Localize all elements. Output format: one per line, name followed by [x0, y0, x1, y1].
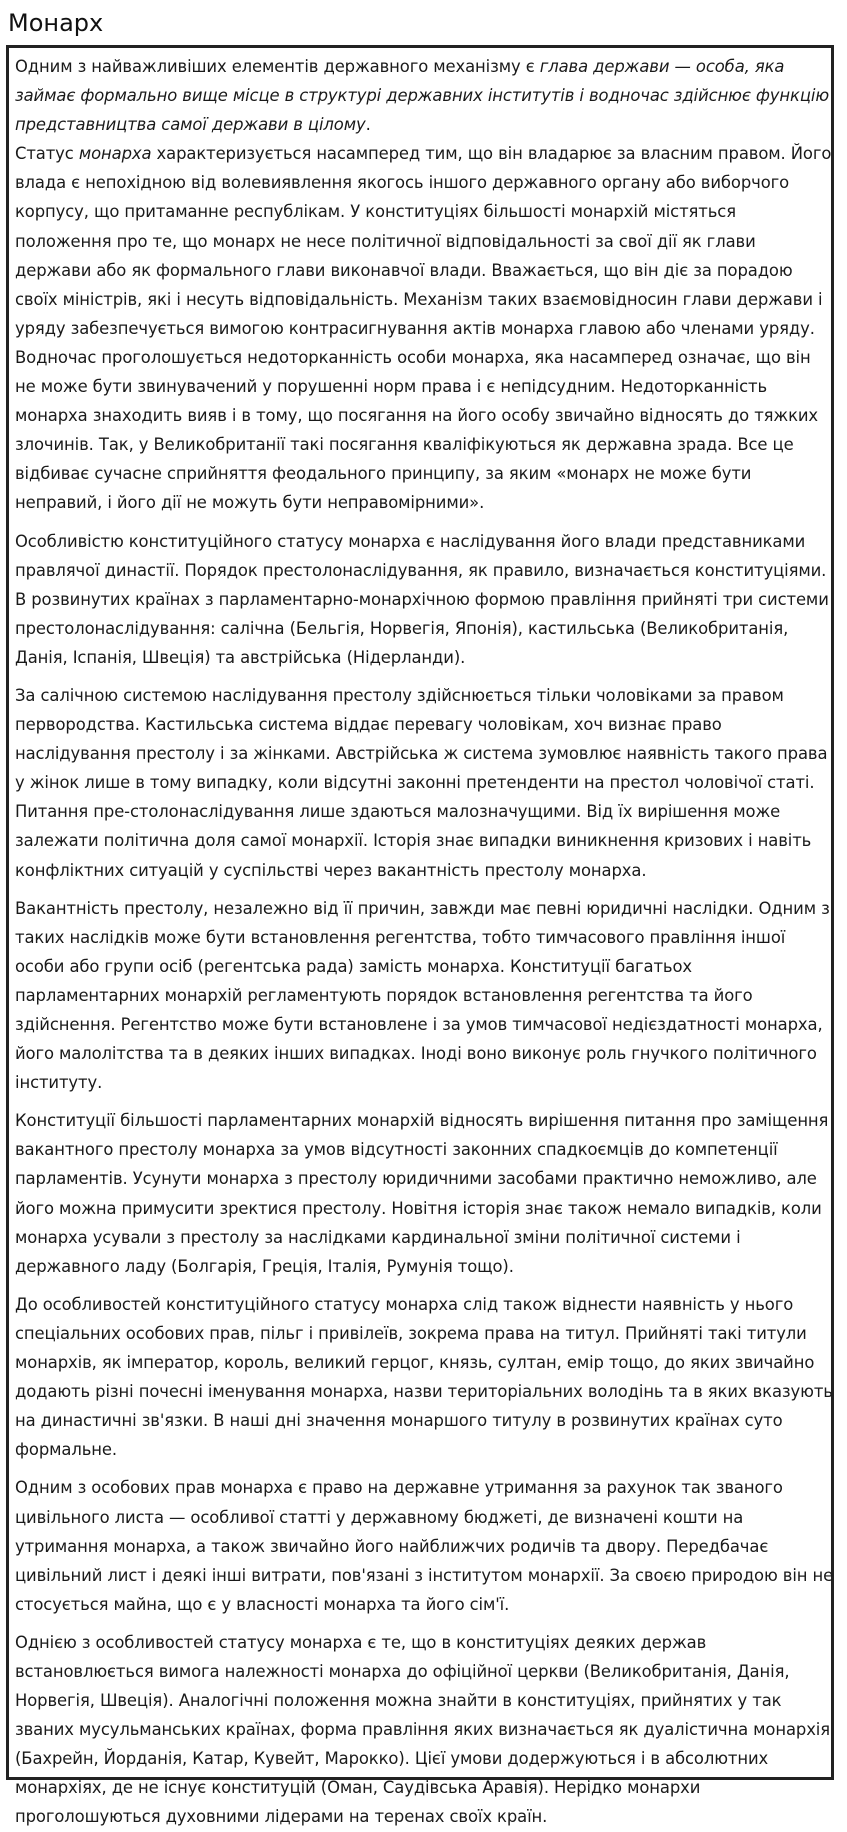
status-start: Статус — [15, 144, 79, 164]
status-text: характеризується насамперед тим, що він владарює за власним правом. Його влада є непохідною від волевиявлення якогось іншого державного органу або виборчого корпусу, що притаманне республікам. У конституціях більшості монархій містяться положення про те, що монарх не несе політичної відповідальності за свої дії як глави держави або як формального глави виконавчої влади. Вважається, що він діє за порадою своїх міністрів, які і несуть відповідальність. Механізм таких взаємовідносин глави держави і уряду забезпечується вимогою контрасигнування актів монарха главою або членами уряду. Водночас проголошується недоторканність особи монарха, яка насамперед означає, що він не може бути звинувачений у порушенні норм права і є непідсудним. Недоторканність монарха знаходить вияв і в тому, що посягання на його особу звичайно відносять до тяжких злочинів. Так, у Великобританії такі посягання кваліфікуються як державна зрада. Все це відбиває сучасне сприйняття феодального принципу, за яким «монарх не може бути неправий, і його дії не можуть бути неправомірними». — [15, 144, 832, 513]
article-box — [6, 45, 834, 1827]
intro-lead: Одним з найважливіших елементів державного механізму є — [15, 57, 540, 76]
page-title: Монарх — [8, 9, 104, 37]
intro-paragraph — [15, 52, 835, 518]
paragraph-civil-list: Одним з особових прав монарха є право на державне утримання за рахунок так званого цивільного листа — особливої статті у державному бюджеті, де визначені кошти на утримання монарха, а також звичайно його найближчих родичів та двору. Передбачає цивільний лист і деякі інші витрати, пов'язані з інститутом монархії. За своєю природою він не стосується майна, що є у власності монарха та його сім'ї. — [15, 1478, 834, 1614]
paragraph-titles: До особливостей конституційного статусу монарха слід також віднести наявність у нього спеціальних особових прав, пільг і привілеїв, зокрема права на титул. Прийняті такі титули монархів, як імператор, король, великий герцог, князь, султан, емір тощо, до яких звичайно додають різні почесні іменування монарха, назви територіальних володінь та в яких вказують на династичні зв'язки. В наші дні значення монаршого титулу в розвинутих країнах суто формальне. — [15, 1294, 833, 1460]
paragraph-salic-system: За салічною системою наслідування престолу здійснюється тільки чоловіками за правом первородства. Кастильська система віддає перевагу чоловікам, хоч визнає право наслідування престолу і за жінками. Австрійська ж система зумовлює наявність такого права у жінок лише в тому випадку, коли відсутні законні претенденти на престол чоловічої статі. Питання пре-столонаслідування лише здаються малозначущими. Від їх вирішення може залежати політична доля самої монархії. Історія знає випадки виникнення кризових і навіть конфліктних ситуацій у суспільстві через вакантність престолу монарха. — [15, 685, 828, 880]
paragraph-succession: Особливістю конституційного статусу монарха є наслідування його влади представниками правлячої династії. Порядок престолонаслідування, як правило, визначається конституціями. В розвинутих країнах з парламентарно-монархічною формою правління прийняті три системи престолонаслідування: салічна (Бельгія, Норвегія, Японія), кастильська (Великобританія, Данія, Іспанія, Швеція) та австрійська (Нідерланди). — [15, 531, 829, 667]
intro-lead-end: . — [365, 115, 371, 135]
intro-definition: глава держави — особа, яка займає формально вище місце в структурі державних інститутів і водночас здійснює функцію представництва самої держави в цілому — [15, 57, 830, 135]
paragraph-vacancy: Вакантність престолу, незалежно від її причин, завжди має певні юридичні наслідки. Одним з таких наслідків може бути встановлення регентства, тобто тимчасового правління іншої особи або групи осіб (регентська рада) замість монарха. Конституції багатьох парламентарних монархій регламентують порядок встановлення регентства та його здійснення. Регентство може бути встановлене і за умов тимчасової недієздатності монарха, його малолітства та в деяких інших випадках. Іноді воно виконує роль гнучкого політичного інституту. — [15, 898, 830, 1093]
paragraph-church: Однією з особливостей статусу монарха є те, що в конституціях деяких держав встановлюється вимога належності монарха до офіційної церкви (Великобританія, Данія, Норвегія, Швеція). Аналогічні положення можна знайти в конституціях, прийнятих у так званих мусульманських країнах, форма правління яких визначається як дуалістична монархія (Бахрейн, Йорданія, Катар, Кувейт, Марокко). Цієї умови додержуються і в абсолютних монархіях, де не існує конституцій (Оман, Саудівська Аравія). Нерідко монархи проголошуються духовними лідерами на теренах своїх країн. — [15, 1632, 831, 1827]
paragraph-parliament: Конституції більшості парламентарних монархій відносять вирішення питання про заміщення вакантного престолу монарха за умов відсутності законних спадкоємців до компетенції парламентів. Усунути монарха з престолу юридичними засобами практично неможливо, але його можна примусити зректися престолу. Новітня історія знає також немало випадків, коли монарха усували з престолу за наслідками кардинальної зміни політичної системи і державного ладу (Болгарія, Греція, Італія, Румунія тощо). — [15, 1111, 829, 1276]
status-term: монарха — [78, 144, 152, 164]
